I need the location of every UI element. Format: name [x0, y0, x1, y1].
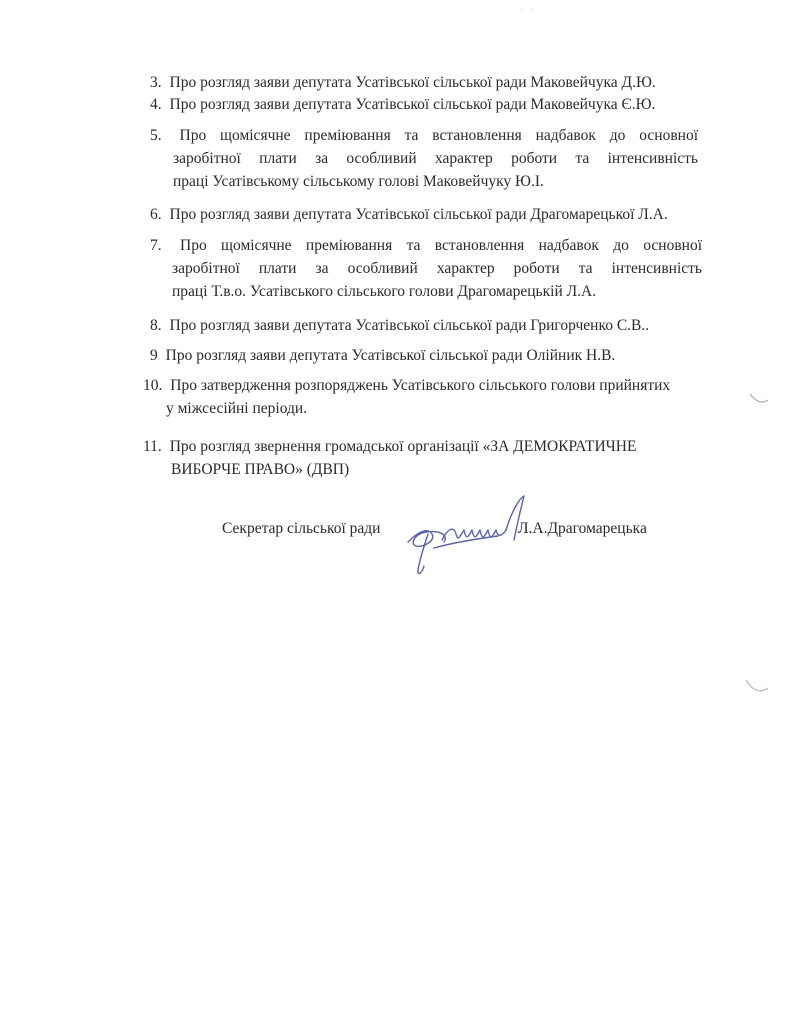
item-text-line-2: заробітної плати за особливий характер роботи та інтенсивність — [172, 260, 702, 277]
item-number: 4. — [150, 96, 162, 113]
scan-mark — [748, 392, 770, 406]
scan-mark — [744, 676, 770, 696]
agenda-item-9 — [150, 344, 615, 367]
item-text-line-3: праці Усатівському сільському голові Маковейчуку Ю.І. — [173, 173, 544, 190]
item-text-line-2: заробітної плати за особливий характер роботи та інтенсивність — [173, 150, 698, 167]
item-text: Про розгляд заяви депутата Усатівської сільської ради Драгомарецької Л.А. — [169, 206, 668, 223]
agenda-item-5 — [150, 124, 698, 193]
item-text-line-3: праці Т.в.о. Усатівського сільського голови Драгомарецькій Л.А. — [172, 283, 597, 300]
header-bleed-through: · · — [520, 4, 537, 16]
agenda-item-3 — [150, 71, 656, 94]
item-number: 11. — [143, 438, 162, 455]
item-text-line-1: Про розгляд звернення громадської організації «ЗА ДЕМОКРАТИЧНЕ — [169, 438, 637, 455]
agenda-item-6 — [150, 203, 668, 226]
item-number: 6. — [150, 206, 162, 223]
handwritten-signature — [398, 490, 538, 580]
item-number: 10. — [143, 377, 163, 394]
item-number: 3. — [150, 74, 162, 91]
agenda-item-7 — [150, 234, 702, 303]
item-text-line-1: Про затвердження розпоряджень Усатівського сільського голови прийнятих — [170, 377, 671, 394]
secretary-role: Секретар сільської ради — [222, 520, 381, 537]
agenda-item-10 — [143, 374, 670, 420]
item-text-line-2: у міжсесійні періоди. — [166, 400, 308, 417]
item-text-line-1: Про щомісячне преміювання та встановлення надбавок до основної — [179, 127, 699, 144]
signature-block — [222, 520, 647, 538]
item-text-line-1: Про щомісячне преміювання та встановлення надбавок до основної — [180, 237, 703, 254]
agenda-item-8 — [150, 314, 649, 337]
item-text-line-2: ВИБОРЧЕ ПРАВО» (ДВП) — [171, 461, 350, 478]
item-text: Про розгляд заяви депутата Усатівської сільської ради Григорченко С.В.. — [169, 317, 650, 334]
secretary-name: Л.А.Драгомарецька — [518, 520, 647, 537]
item-number: 8. — [150, 317, 162, 334]
item-number: 9 — [150, 347, 158, 364]
item-number: 7. — [150, 237, 162, 254]
item-number: 5. — [150, 127, 162, 144]
item-text: Про розгляд заяви депутата Усатівської сільської ради Маковейчука Д.Ю. — [169, 74, 656, 91]
agenda-item-4 — [150, 93, 655, 116]
item-text: Про розгляд заяви депутата Усатівської сільської ради Олійник Н.В. — [165, 347, 616, 364]
item-text: Про розгляд заяви депутата Усатівської сільської ради Маковейчука Є.Ю. — [169, 96, 656, 113]
agenda-item-11 — [143, 435, 636, 481]
